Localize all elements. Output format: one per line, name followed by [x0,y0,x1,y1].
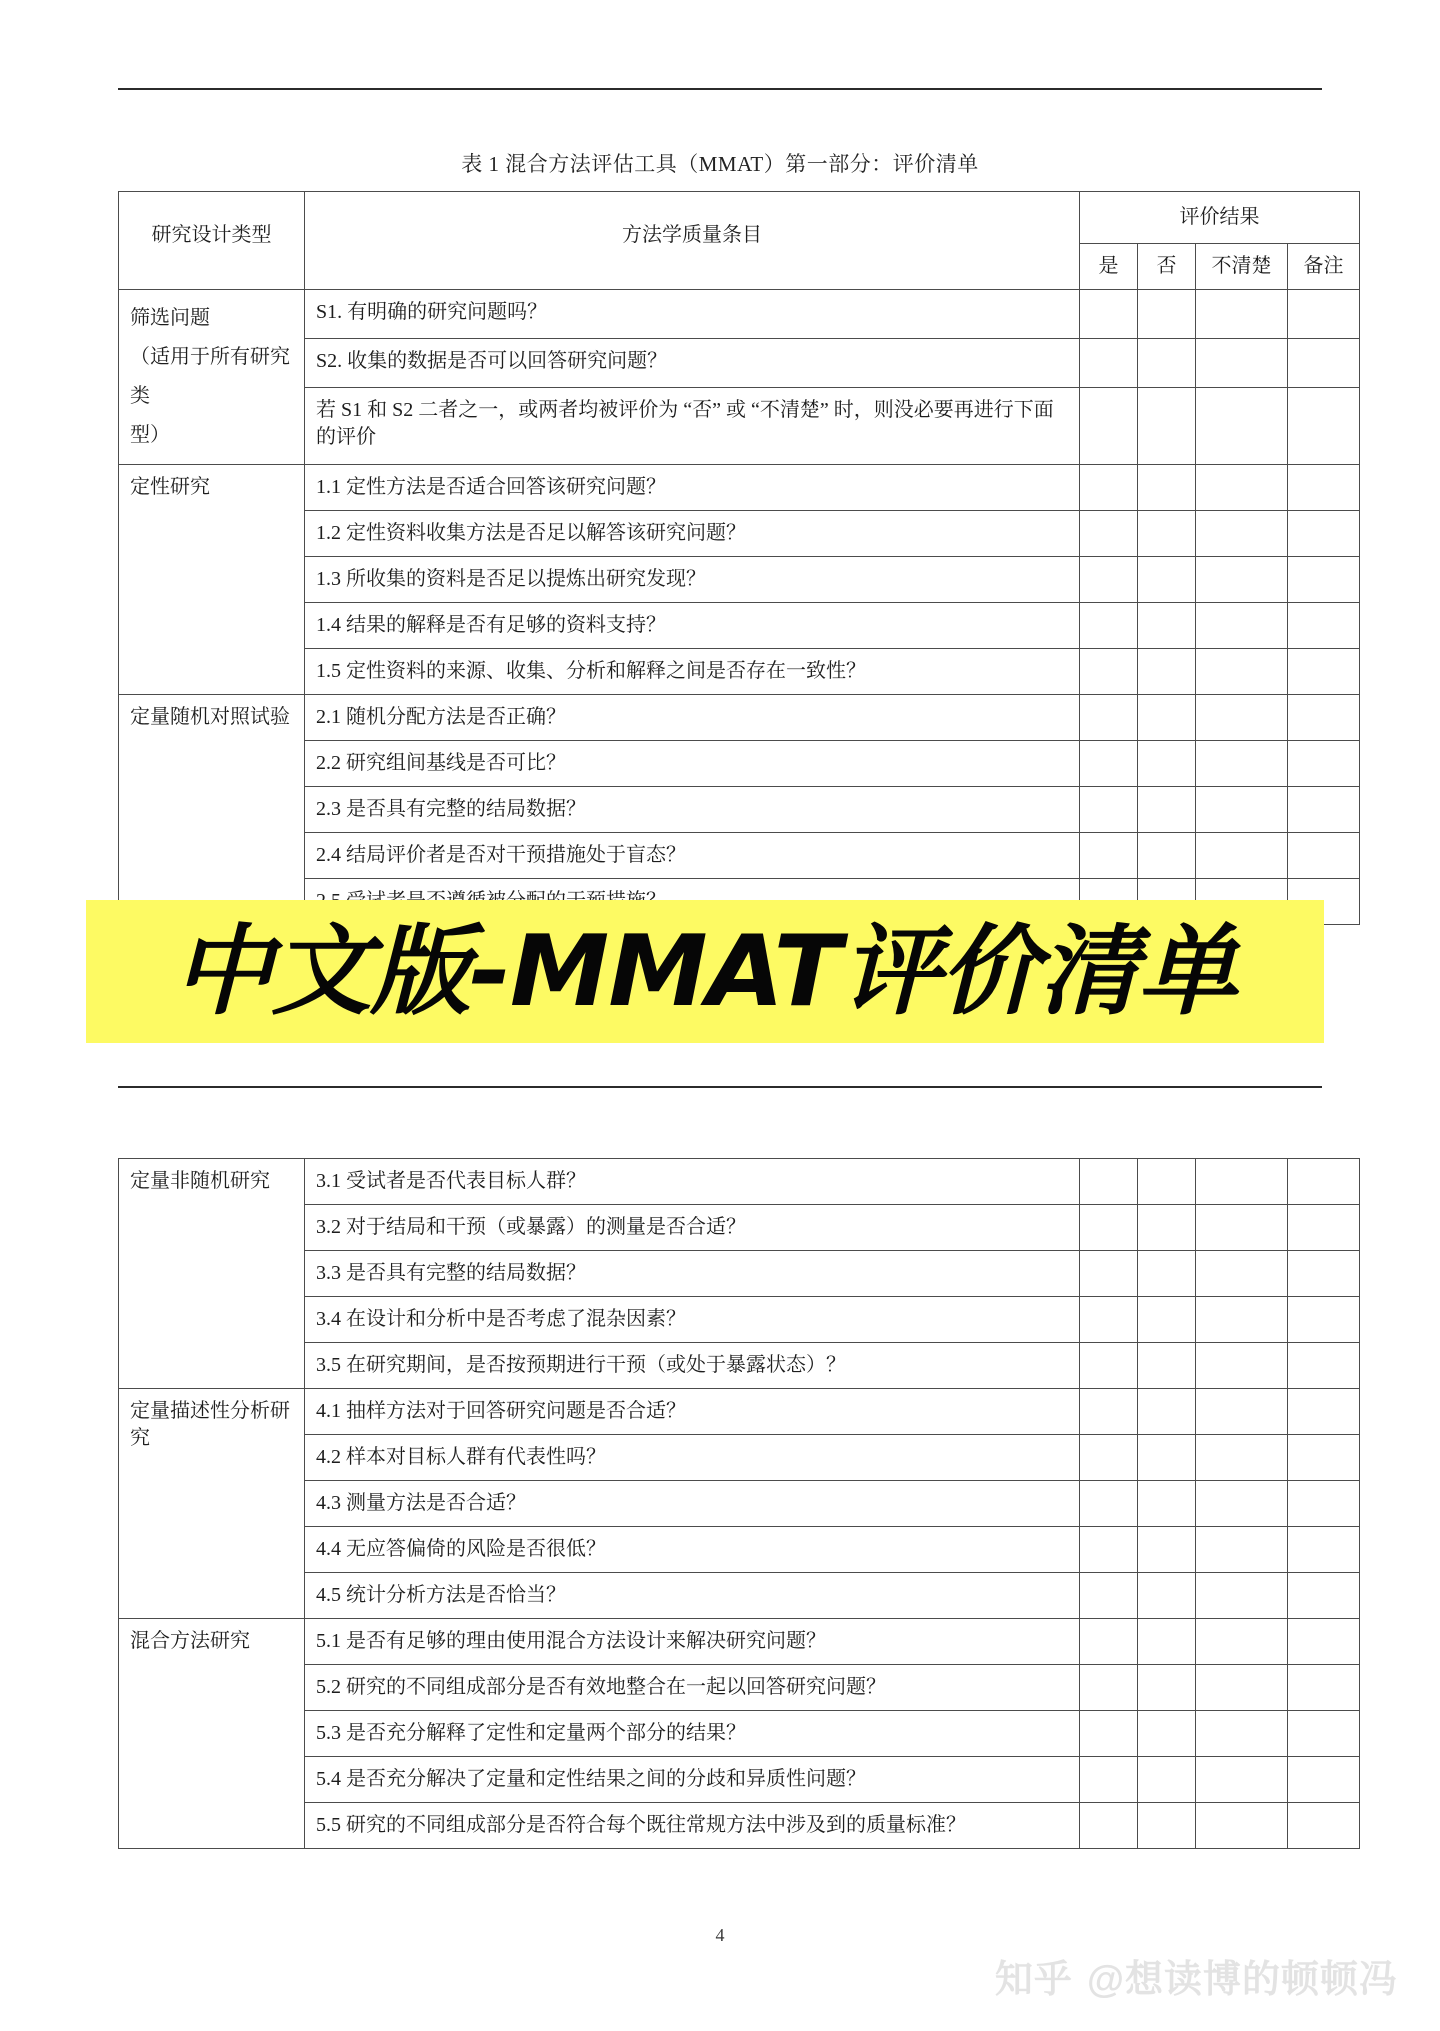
result-checkbox-cell-no[interactable] [1138,1251,1196,1297]
table-row [119,1665,1360,1711]
header-unclear-label: 不清楚 [1211,255,1272,277]
result-checkbox-cell-note[interactable] [1288,1297,1360,1343]
table-caption: 表 1 混合方法评估工具（MMAT）第一部分：评价清单 [461,152,979,176]
table-header [119,192,1360,290]
result-checkbox-cell-note[interactable] [1288,465,1360,511]
result-checkbox-cell-note[interactable] [1288,741,1360,787]
quality-item-cell [305,787,1080,833]
result-checkbox-cell-note[interactable] [1288,787,1360,833]
quality-item-cell [305,465,1080,511]
result-checkbox-cell-unclear[interactable] [1196,1159,1288,1205]
quality-item-text: 2.2 研究组间基线是否可比？ [316,752,566,774]
quality-item-cell [305,1711,1080,1757]
header-quality-item-label: 方法学质量条目 [622,224,762,246]
result-checkbox-cell-unclear[interactable] [1196,1803,1288,1849]
table-row [119,557,1360,603]
header-quality-item [305,192,1080,290]
result-checkbox-cell-unclear[interactable] [1196,1297,1288,1343]
result-checkbox-cell-note[interactable] [1288,1665,1360,1711]
table-row [119,1711,1360,1757]
result-checkbox-cell-yes[interactable] [1080,833,1138,879]
result-checkbox-cell-unclear[interactable] [1196,1619,1288,1665]
table-row [119,1757,1360,1803]
mid-divider [118,1086,1322,1088]
quality-item-cell [305,741,1080,787]
result-checkbox-cell-yes[interactable] [1080,1389,1138,1435]
quality-item-text: 5.5 研究的不同组成部分是否符合每个既往常规方法中涉及到的质量标准？ [316,1814,966,1836]
quality-item-text: 4.2 样本对目标人群有代表性吗？ [316,1446,606,1468]
quality-item-text: 1.5 定性资料的来源、收集、分析和解释之间是否存在一致性？ [316,660,866,682]
result-checkbox-cell-no[interactable] [1138,695,1196,741]
result-checkbox-cell-yes[interactable] [1080,1803,1138,1849]
result-checkbox-cell-no[interactable] [1138,1711,1196,1757]
result-checkbox-cell-unclear[interactable] [1196,1757,1288,1803]
result-checkbox-cell-note[interactable] [1288,290,1360,339]
table-body-part2 [119,1159,1360,1849]
quality-item-cell [305,387,1080,464]
design-type-cell [119,1619,305,1849]
quality-item-text: 4.4 无应答偏倚的风险是否很低？ [316,1538,606,1560]
quality-item-cell [305,603,1080,649]
result-checkbox-cell-no[interactable] [1138,511,1196,557]
quality-item-text: 3.2 对于结局和干预（或暴露）的测量是否合适？ [316,1216,746,1238]
result-checkbox-cell-note[interactable] [1288,1573,1360,1619]
quality-item-text: S1. 有明确的研究问题吗？ [316,301,548,323]
zhihu-watermark [995,1948,1398,2003]
result-checkbox-cell-note[interactable] [1288,557,1360,603]
table-row [119,1803,1360,1849]
quality-item-cell [305,511,1080,557]
table-row [119,1435,1360,1481]
result-checkbox-cell-yes[interactable] [1080,1665,1138,1711]
result-checkbox-cell-yes[interactable] [1080,290,1138,339]
table-row [119,1159,1360,1205]
quality-item-cell [305,1205,1080,1251]
quality-item-cell [305,1343,1080,1389]
quality-item-cell [305,1481,1080,1527]
result-checkbox-cell-unclear[interactable] [1196,741,1288,787]
result-checkbox-cell-no[interactable] [1138,1389,1196,1435]
header-no-label: 否 [1156,255,1177,277]
result-checkbox-cell-unclear[interactable] [1196,1665,1288,1711]
result-checkbox-cell-unclear[interactable] [1196,695,1288,741]
result-checkbox-cell-note[interactable] [1288,1527,1360,1573]
yellow-banner [86,900,1324,1043]
quality-item-text: 4.3 测量方法是否合适？ [316,1492,526,1514]
header-result-group-label: 评价结果 [1179,206,1260,228]
result-checkbox-cell-no[interactable] [1138,741,1196,787]
result-checkbox-cell-yes[interactable] [1080,649,1138,695]
table-row [119,1481,1360,1527]
table-row [119,290,1360,339]
quality-item-text: 1.3 所收集的资料是否足以提炼出研究发现？ [316,568,706,590]
result-checkbox-cell-no[interactable] [1138,338,1196,387]
result-checkbox-cell-yes[interactable] [1080,603,1138,649]
result-checkbox-cell-yes[interactable] [1080,465,1138,511]
result-checkbox-cell-note[interactable] [1288,695,1360,741]
quality-item-cell [305,557,1080,603]
result-checkbox-cell-note[interactable] [1288,338,1360,387]
result-checkbox-cell-no[interactable] [1138,1573,1196,1619]
table-row [119,338,1360,387]
result-checkbox-cell-yes[interactable] [1080,1527,1138,1573]
result-checkbox-cell-note[interactable] [1288,1343,1360,1389]
quality-item-text: 5.2 研究的不同组成部分是否有效地整合在一起以回答研究问题？ [316,1676,886,1698]
quality-item-cell [305,833,1080,879]
result-checkbox-cell-no[interactable] [1138,1435,1196,1481]
quality-item-text: 4.5 统计分析方法是否恰当？ [316,1584,566,1606]
result-checkbox-cell-no[interactable] [1138,465,1196,511]
header-design-type [119,192,305,290]
table-row [119,1527,1360,1573]
result-checkbox-cell-unclear[interactable] [1196,1435,1288,1481]
result-checkbox-cell-yes[interactable] [1080,1251,1138,1297]
table-row [119,833,1360,879]
quality-item-cell [305,1251,1080,1297]
header-design-type-label: 研究设计类型 [151,224,272,246]
mmat-checklist-table-part2 [118,1158,1360,1849]
header-note-label: 备注 [1303,255,1344,277]
result-checkbox-cell-yes[interactable] [1080,1435,1138,1481]
quality-item-text: 2.4 结局评价者是否对干预措施处于盲态？ [316,844,686,866]
result-checkbox-cell-unclear[interactable] [1196,787,1288,833]
result-checkbox-cell-note[interactable] [1288,1803,1360,1849]
design-type-label: 混合方法研究 [130,1630,250,1652]
result-checkbox-cell-no[interactable] [1138,649,1196,695]
result-checkbox-cell-yes[interactable] [1080,1757,1138,1803]
result-checkbox-cell-unclear[interactable] [1196,1711,1288,1757]
quality-item-cell [305,1297,1080,1343]
quality-item-text: 1.2 定性资料收集方法是否足以解答该研究问题？ [316,522,746,544]
result-checkbox-cell-no[interactable] [1138,603,1196,649]
result-checkbox-cell-yes[interactable] [1080,1343,1138,1389]
quality-item-text: 3.5 在研究期间，是否按预期进行干预（或处于暴露状态）？ [316,1354,846,1376]
result-checkbox-cell-unclear[interactable] [1196,603,1288,649]
result-checkbox-cell-no[interactable] [1138,1159,1196,1205]
table-row [119,1343,1360,1389]
result-checkbox-cell-note[interactable] [1288,1435,1360,1481]
mmat-checklist-table-part1 [118,191,1360,925]
result-checkbox-cell-no[interactable] [1138,1297,1196,1343]
quality-item-text: 5.4 是否充分解决了定量和定性结果之间的分歧和异质性问题？ [316,1768,866,1790]
quality-item-text: 1.1 定性方法是否适合回答该研究问题？ [316,476,666,498]
design-type-label: 筛选问题 （适用于所有研究类 型） [130,307,290,446]
result-checkbox-cell-no[interactable] [1138,1665,1196,1711]
result-checkbox-cell-unclear[interactable] [1196,1343,1288,1389]
table-row [119,741,1360,787]
quality-item-text: 5.1 是否有足够的理由使用混合方法设计来解决研究问题？ [316,1630,826,1652]
result-checkbox-cell-yes[interactable] [1080,511,1138,557]
watermark-brand: 知乎 [994,1959,1073,2001]
table-row [119,695,1360,741]
result-checkbox-cell-yes[interactable] [1080,338,1138,387]
quality-item-cell [305,1389,1080,1435]
table-row [119,1297,1360,1343]
quality-item-cell [305,1619,1080,1665]
table-body-part1 [119,290,1360,925]
result-checkbox-cell-no[interactable] [1138,1205,1196,1251]
table-row [119,1573,1360,1619]
result-checkbox-cell-no[interactable] [1138,557,1196,603]
top-divider [118,88,1322,90]
result-checkbox-cell-yes[interactable] [1080,1205,1138,1251]
result-checkbox-cell-unclear[interactable] [1196,387,1288,464]
result-checkbox-cell-unclear[interactable] [1196,1389,1288,1435]
quality-item-cell [305,1159,1080,1205]
quality-item-cell [305,695,1080,741]
result-checkbox-cell-unclear[interactable] [1196,1205,1288,1251]
quality-item-text: 2.1 随机分配方法是否正确？ [316,706,566,728]
header-yes [1080,244,1138,290]
result-checkbox-cell-no[interactable] [1138,833,1196,879]
header-yes-label: 是 [1098,255,1119,277]
table-row [119,603,1360,649]
result-checkbox-cell-no[interactable] [1138,1527,1196,1573]
banner-title: 中文版-MMAT评价清单 [173,914,1237,1029]
design-type-cell [119,290,305,465]
result-checkbox-cell-note[interactable] [1288,1757,1360,1803]
design-type-cell [119,1159,305,1389]
result-checkbox-cell-yes[interactable] [1080,1297,1138,1343]
result-checkbox-cell-unclear[interactable] [1196,833,1288,879]
result-checkbox-cell-yes[interactable] [1080,1711,1138,1757]
design-type-label: 定性研究 [130,476,210,498]
result-checkbox-cell-no[interactable] [1138,290,1196,339]
result-checkbox-cell-note[interactable] [1288,1619,1360,1665]
result-checkbox-cell-yes[interactable] [1080,1619,1138,1665]
result-checkbox-cell-unclear[interactable] [1196,1481,1288,1527]
quality-item-text: 若 S1 和 S2 二者之一，或两者均被评价为 “否” 或 “不清楚” 时，则没必要再进行下面的评价 [316,398,1054,448]
header-result-group [1080,192,1360,244]
result-checkbox-cell-note[interactable] [1288,1159,1360,1205]
result-checkbox-cell-note[interactable] [1288,387,1360,464]
result-checkbox-cell-no[interactable] [1138,1619,1196,1665]
result-checkbox-cell-no[interactable] [1138,787,1196,833]
table-row [119,1251,1360,1297]
quality-item-text: 2.3 是否具有完整的结局数据？ [316,798,586,820]
result-checkbox-cell-note[interactable] [1288,1251,1360,1297]
header-no [1138,244,1196,290]
result-checkbox-cell-yes[interactable] [1080,387,1138,464]
quality-item-cell [305,1527,1080,1573]
design-type-cell [119,465,305,695]
result-checkbox-cell-no[interactable] [1138,1343,1196,1389]
result-checkbox-cell-unclear[interactable] [1196,1251,1288,1297]
design-type-label: 定量描述性分析研究 [130,1400,290,1449]
table-row [119,1619,1360,1665]
result-checkbox-cell-yes[interactable] [1080,787,1138,833]
quality-item-text: 5.3 是否充分解释了定性和定量两个部分的结果？ [316,1722,746,1744]
result-checkbox-cell-note[interactable] [1288,511,1360,557]
header-unclear [1196,244,1288,290]
result-checkbox-cell-yes[interactable] [1080,741,1138,787]
result-checkbox-cell-unclear[interactable] [1196,557,1288,603]
quality-item-cell [305,290,1080,339]
result-checkbox-cell-yes[interactable] [1080,695,1138,741]
result-checkbox-cell-yes[interactable] [1080,557,1138,603]
header-note [1288,244,1360,290]
quality-item-cell [305,1803,1080,1849]
quality-item-text: 3.1 受试者是否代表目标人群？ [316,1170,586,1192]
result-checkbox-cell-unclear[interactable] [1196,1527,1288,1573]
result-checkbox-cell-no[interactable] [1138,1481,1196,1527]
quality-item-text: 1.4 结果的解释是否有足够的资料支持？ [316,614,666,636]
design-type-cell [119,1389,305,1619]
result-checkbox-cell-yes[interactable] [1080,1573,1138,1619]
quality-item-cell [305,1573,1080,1619]
table-row [119,465,1360,511]
result-checkbox-cell-note[interactable] [1288,649,1360,695]
result-checkbox-cell-yes[interactable] [1080,1159,1138,1205]
result-checkbox-cell-yes[interactable] [1080,1481,1138,1527]
table-row [119,1205,1360,1251]
quality-item-cell [305,338,1080,387]
result-checkbox-cell-note[interactable] [1288,1481,1360,1527]
result-checkbox-cell-note[interactable] [1288,1389,1360,1435]
quality-item-text: 3.4 在设计和分析中是否考虑了混杂因素？ [316,1308,686,1330]
quality-item-cell [305,1757,1080,1803]
result-checkbox-cell-unclear[interactable] [1196,465,1288,511]
result-checkbox-cell-note[interactable] [1288,1205,1360,1251]
design-type-label: 定量非随机研究 [130,1170,270,1192]
table-row [119,649,1360,695]
result-checkbox-cell-note[interactable] [1288,833,1360,879]
result-checkbox-cell-no[interactable] [1138,1803,1196,1849]
result-checkbox-cell-note[interactable] [1288,603,1360,649]
result-checkbox-cell-unclear[interactable] [1196,511,1288,557]
result-checkbox-cell-no[interactable] [1138,1757,1196,1803]
table-row [119,511,1360,557]
table-row [119,787,1360,833]
page-number: 4 [715,1925,725,1945]
table-row [119,1389,1360,1435]
quality-item-cell [305,1665,1080,1711]
quality-item-text: 4.1 抽样方法对于回答研究问题是否合适？ [316,1400,686,1422]
quality-item-text: 3.3 是否具有完整的结局数据？ [316,1262,586,1284]
design-type-label: 定量随机对照试验 [130,706,290,728]
result-checkbox-cell-unclear[interactable] [1196,1573,1288,1619]
result-checkbox-cell-unclear[interactable] [1196,338,1288,387]
result-checkbox-cell-note[interactable] [1288,1711,1360,1757]
quality-item-cell [305,1435,1080,1481]
quality-item-text: S2. 收集的数据是否可以回答研究问题？ [316,349,668,372]
quality-item-cell [305,649,1080,695]
result-checkbox-cell-unclear[interactable] [1196,290,1288,339]
table-row [119,387,1360,464]
result-checkbox-cell-no[interactable] [1138,387,1196,464]
result-checkbox-cell-unclear[interactable] [1196,649,1288,695]
design-type-cell [119,695,305,925]
watermark-handle: @想读博的顿顿冯 [1086,1959,1398,2001]
